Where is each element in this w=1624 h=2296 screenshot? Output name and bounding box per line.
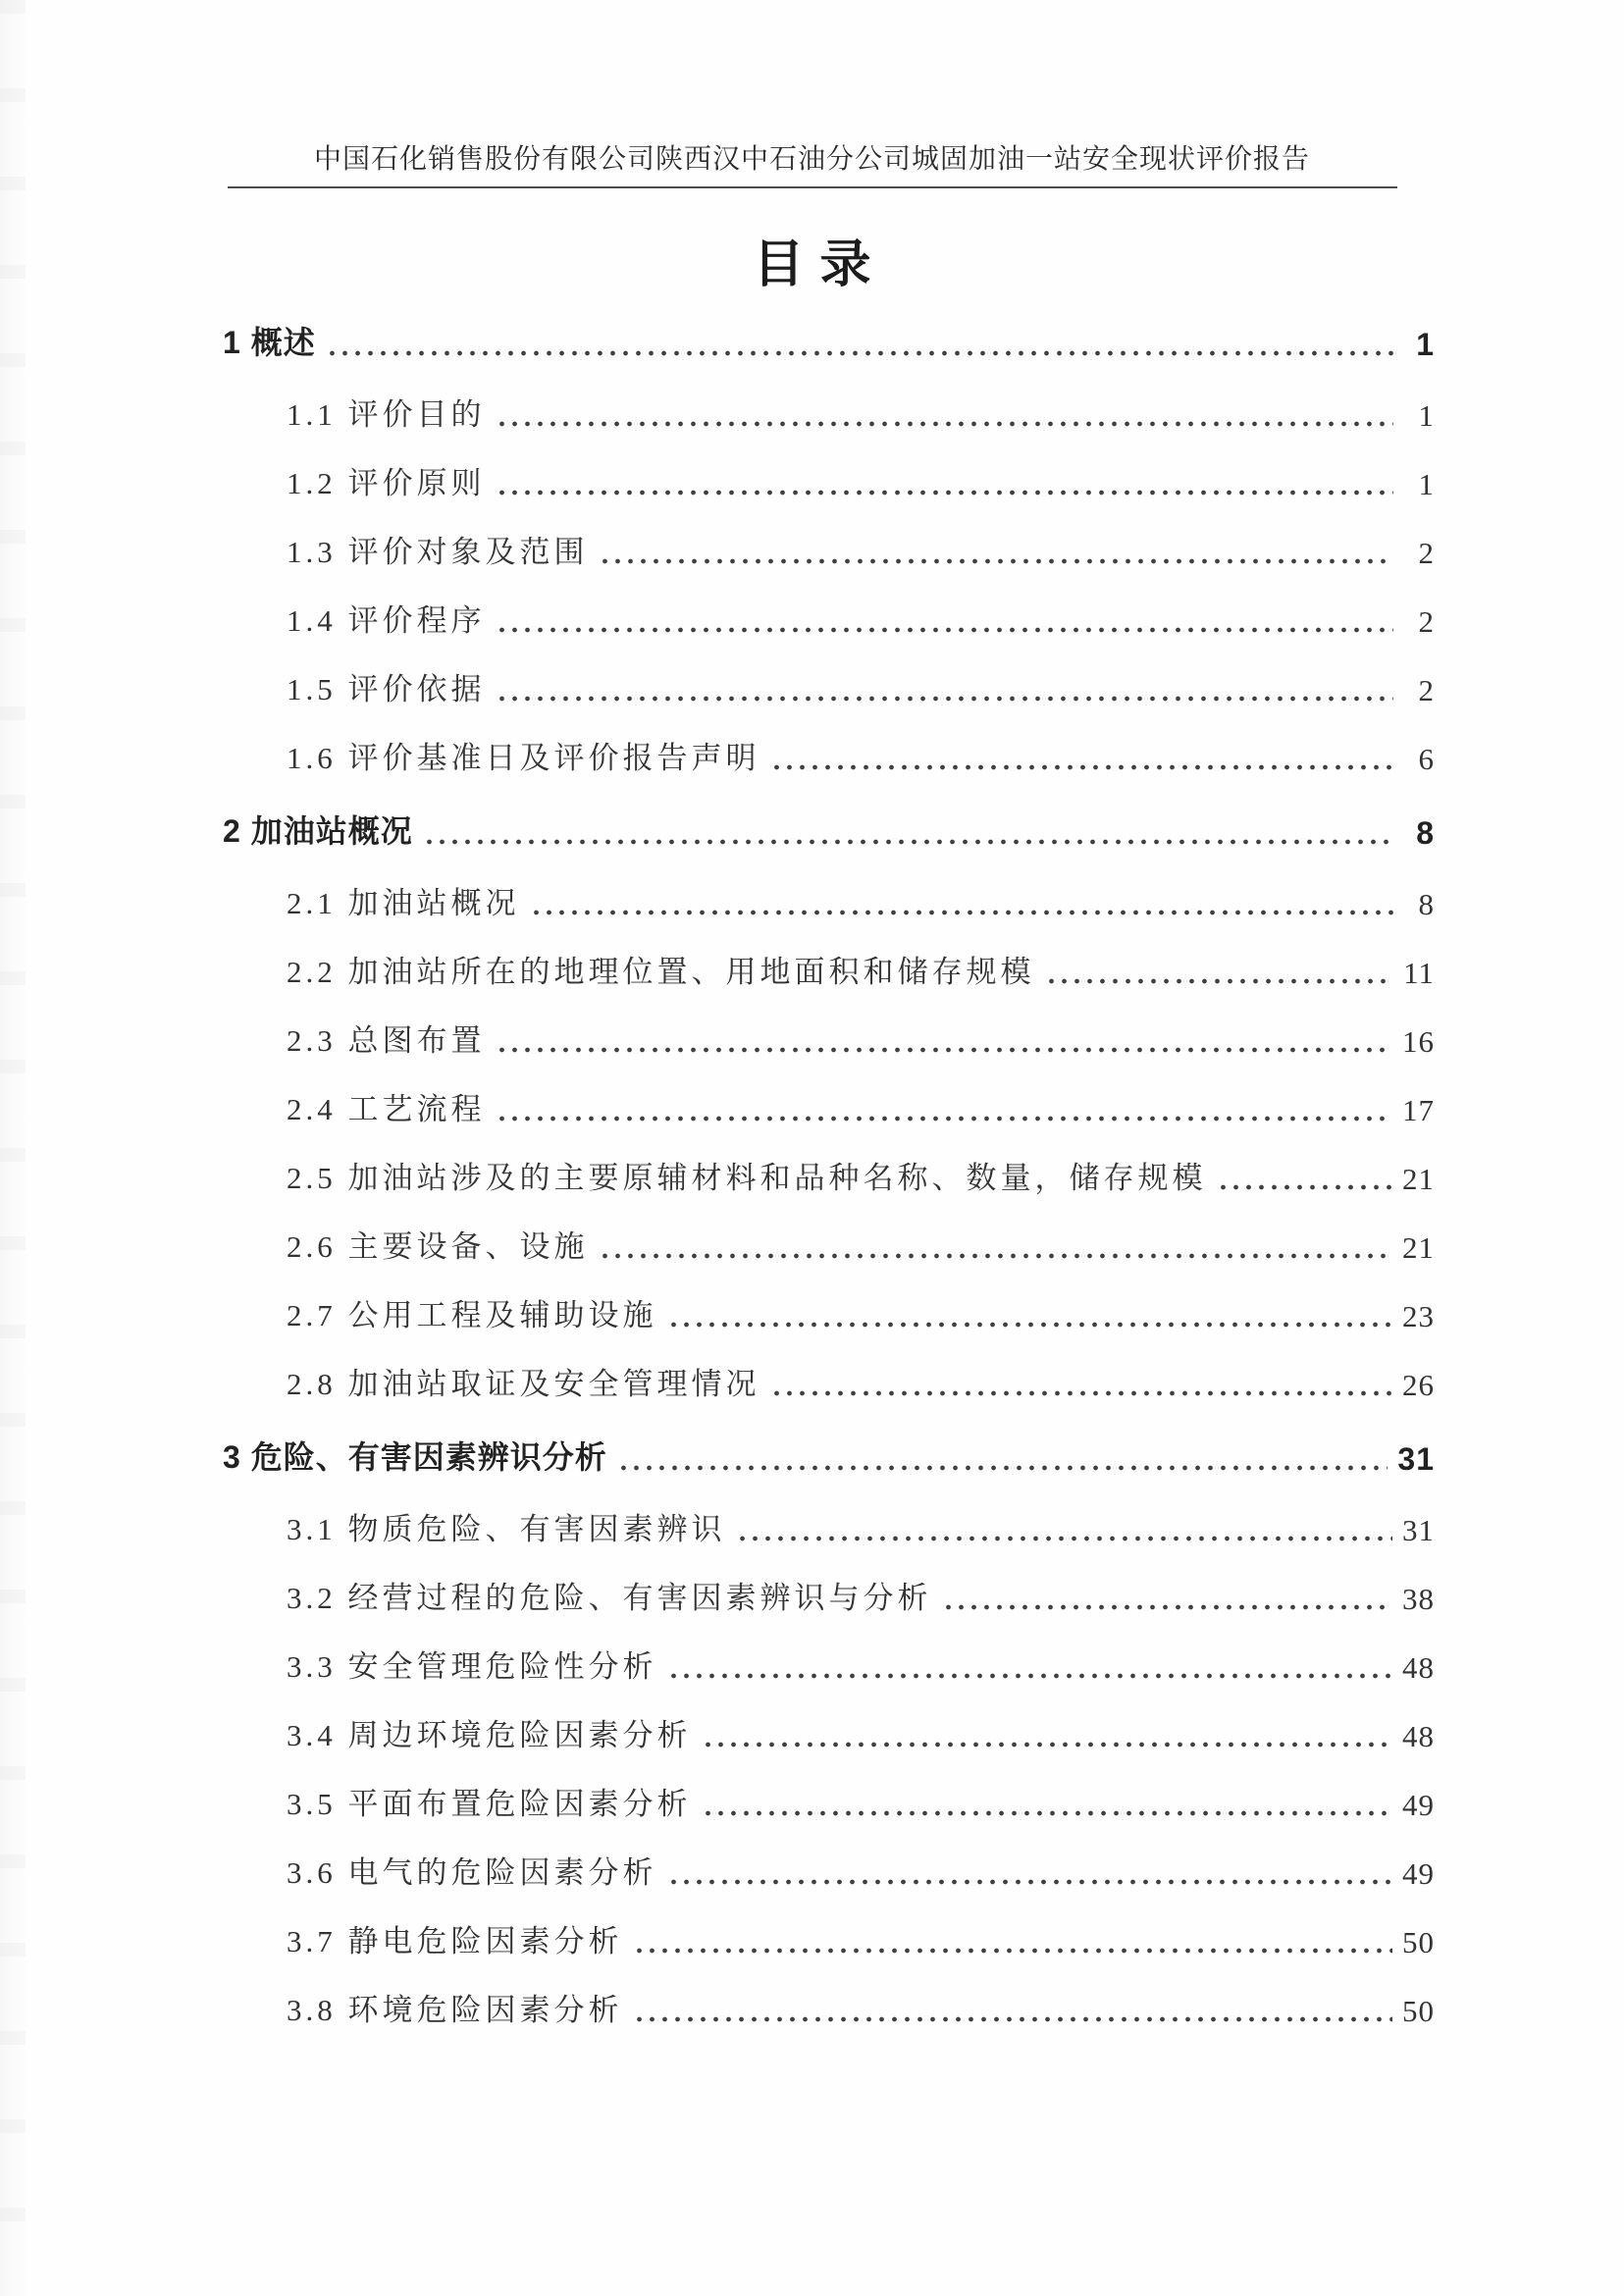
toc-entry (223, 1548, 1435, 1617)
toc-entry-page: 23 (1402, 1299, 1435, 1333)
dot-leader (702, 1810, 1393, 1816)
toc-entry (223, 502, 1435, 571)
toc-entry-label: 3.2 经营过程的危险、有害因素辨识与分析 (287, 1581, 932, 1615)
toc-entry (223, 1197, 1435, 1266)
dot-leader (667, 1879, 1393, 1885)
toc-entry-page: 38 (1402, 1582, 1435, 1616)
toc-entry-page: 31 (1402, 1513, 1435, 1547)
toc-entry-page: 49 (1402, 1788, 1435, 1822)
toc-entry-page: 2 (1418, 536, 1435, 570)
toc-entry (223, 1686, 1435, 1754)
page-header (228, 0, 1397, 188)
toc-entry-label: 3.1 物质危险、有害因素辨识 (287, 1512, 726, 1546)
toc-entry (223, 1128, 1435, 1197)
toc-entry-label: 2 加油站概况 (223, 813, 413, 849)
toc-entry-label: 1.1 评价目的 (287, 397, 486, 432)
toc-entry-label: 3.6 电气的危险因素分析 (287, 1855, 657, 1890)
toc-title: 目录 (753, 236, 887, 293)
dot-leader (770, 1390, 1393, 1396)
toc-entry (223, 1409, 1435, 1478)
toc-entry-label: 1.6 评价基准日及评价报告声明 (287, 741, 760, 775)
dot-leader (326, 350, 1393, 356)
toc-entry (223, 1060, 1435, 1128)
dot-leader (530, 910, 1394, 915)
toc-entry-page: 8 (1416, 815, 1435, 851)
toc-entry-label: 2.6 主要设备、设施 (287, 1229, 589, 1264)
dot-leader (496, 696, 1394, 702)
toc-entry-page: 50 (1402, 1925, 1435, 1959)
toc-entry-page: 11 (1403, 956, 1435, 990)
toc-entry (223, 1823, 1435, 1892)
toc-entry (223, 1334, 1435, 1403)
toc-entry-label: 3.8 环境危险因素分析 (287, 1993, 623, 2027)
dot-leader (496, 421, 1394, 427)
toc-entry-label: 2.5 加油站涉及的主要原辅材料和品种名称、数量，储存规模 (287, 1161, 1207, 1195)
toc-entry-label: 3.7 静电危险因素分析 (287, 1924, 623, 1958)
toc-entry-page: 6 (1418, 742, 1435, 776)
toc-entry-label: 3.4 周边环境危险因素分析 (287, 1718, 692, 1752)
toc-entry-page: 48 (1402, 1719, 1435, 1753)
toc-entry (223, 783, 1435, 852)
dot-leader (423, 839, 1393, 845)
toc-entry-page: 8 (1418, 887, 1435, 921)
dot-leader (599, 558, 1394, 564)
toc-entry-label: 2.1 加油站概况 (287, 886, 520, 920)
dot-leader (1217, 1184, 1393, 1190)
toc-entry-label: 1.2 评价原则 (287, 466, 486, 500)
dot-leader (617, 1465, 1388, 1471)
toc-entry (223, 1892, 1435, 1960)
toc-entry-page: 2 (1418, 673, 1435, 707)
toc-entry-page: 48 (1402, 1650, 1435, 1685)
dot-leader (667, 1322, 1393, 1328)
dot-leader (599, 1253, 1393, 1259)
dot-leader (496, 490, 1394, 496)
toc-entry-label: 1.4 评价程序 (287, 603, 486, 638)
dot-leader (496, 627, 1394, 633)
toc-entry-label: 2.4 工艺流程 (287, 1092, 486, 1126)
toc-entry-page: 31 (1397, 1441, 1435, 1477)
toc-entry (223, 571, 1435, 640)
toc-entry-label: 3.3 安全管理危险性分析 (287, 1649, 657, 1684)
toc-entry-page: 17 (1402, 1093, 1435, 1127)
toc-entry (223, 1266, 1435, 1334)
toc-entry-page: 21 (1402, 1230, 1435, 1265)
toc-entry-page: 49 (1402, 1856, 1435, 1891)
dot-leader (770, 764, 1394, 770)
dot-leader (736, 1536, 1393, 1541)
report-title-header: 中国石化销售股份有限公司陕西汉中石油分公司城固加油一站安全现状评价报告 (228, 143, 1397, 188)
dot-leader (496, 1047, 1393, 1053)
toc-entry (223, 1480, 1435, 1548)
toc-entry (223, 991, 1435, 1060)
toc-entry (223, 294, 1435, 363)
dot-leader (633, 1948, 1393, 1954)
toc-entry (223, 434, 1435, 502)
toc-list (223, 294, 1435, 2029)
scan-edge-artifact (0, 0, 26, 2296)
toc-entry (223, 1754, 1435, 1823)
toc-entry (223, 1617, 1435, 1686)
toc-entry-page: 1 (1418, 467, 1435, 501)
toc-entry-page: 1 (1418, 398, 1435, 433)
toc-entry-label: 2.7 公用工程及辅助设施 (287, 1298, 657, 1332)
toc-entry (223, 854, 1435, 922)
toc-entry (223, 640, 1435, 708)
toc-entry-page: 16 (1402, 1024, 1435, 1059)
toc-entry-label: 3 危险、有害因素辨识分析 (223, 1439, 607, 1475)
toc-entry (223, 1960, 1435, 2029)
toc-entry-label: 3.5 平面布置危险因素分析 (287, 1787, 692, 1821)
toc-entry (223, 365, 1435, 434)
dot-leader (942, 1604, 1393, 1610)
toc-entry-label: 1 概述 (223, 325, 316, 360)
toc-entry-page: 1 (1416, 327, 1435, 362)
dot-leader (667, 1673, 1393, 1679)
toc-entry-label: 1.5 评价依据 (287, 672, 486, 706)
toc-entry (223, 922, 1435, 991)
toc-entry-page: 21 (1402, 1162, 1435, 1196)
dot-leader (702, 1742, 1393, 1748)
toc-entry-page: 50 (1402, 1994, 1435, 2028)
dot-leader (496, 1116, 1393, 1122)
dot-leader (1045, 978, 1394, 984)
toc-entry-label: 2.8 加油站取证及安全管理情况 (287, 1367, 760, 1401)
toc-entry-page: 2 (1418, 604, 1435, 639)
toc-entry-page: 26 (1402, 1368, 1435, 1402)
toc-entry-label: 1.3 评价对象及范围 (287, 535, 589, 569)
toc-entry (223, 708, 1435, 777)
toc-entry-label: 2.2 加油站所在的地理位置、用地面积和储存规模 (287, 955, 1035, 989)
dot-leader (633, 2016, 1393, 2022)
toc-entry-label: 2.3 总图布置 (287, 1023, 486, 1058)
